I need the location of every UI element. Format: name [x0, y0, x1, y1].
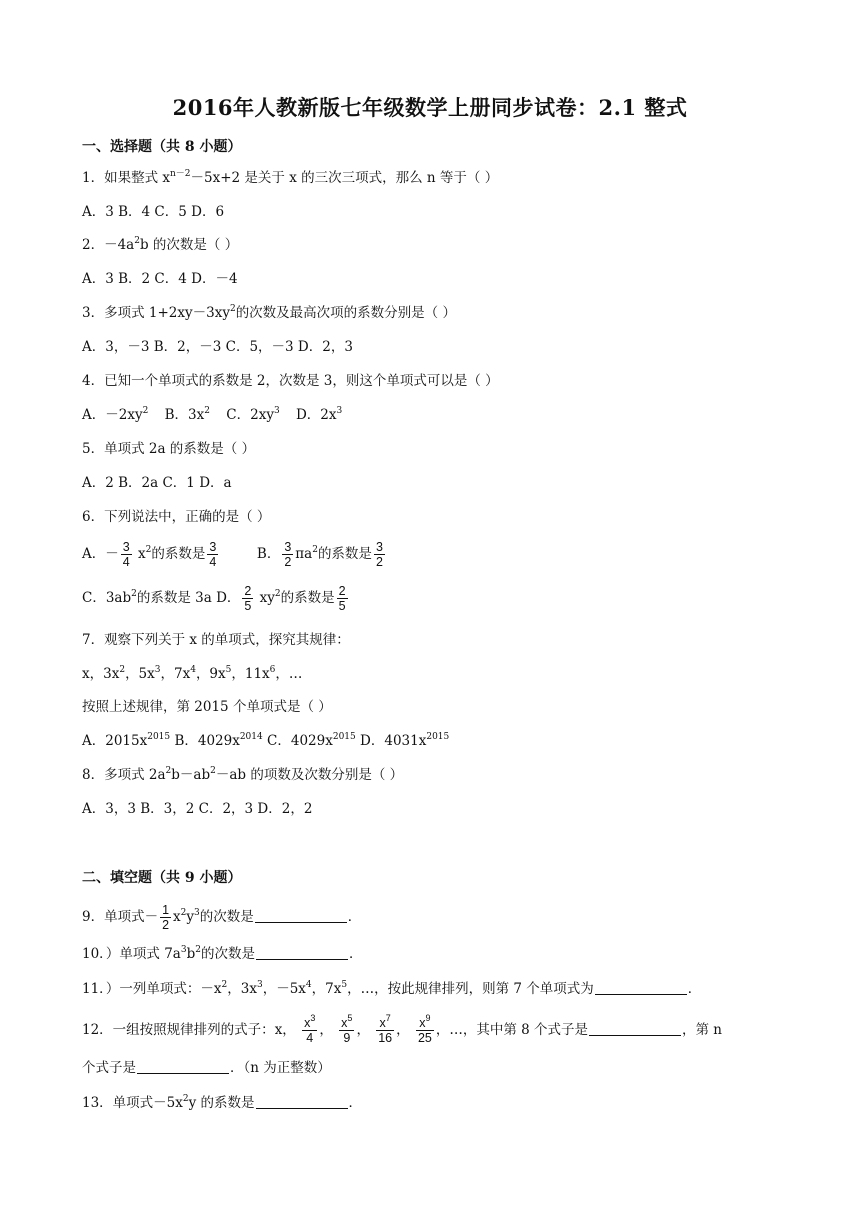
question-13: 13．单项式$-5x^2y$ 的系数是 ． — [82, 1094, 363, 1111]
question-6: 6．下列说法中，正确的是（ ） — [82, 509, 271, 525]
answer-blank[interactable] — [256, 945, 348, 960]
question-6-options-cd: C．$3ab^2$的系数是 3a D． $\frac{2}{5}$ $xy^2$的系数是 $\frac{2}{5}$ — [82, 584, 346, 613]
fraction: $\frac{3}{4}$ — [122, 540, 130, 569]
question-5-options: A．2 B．2a C．1 D．a — [82, 475, 232, 491]
fraction: $\frac{3}{2}$ — [284, 540, 292, 569]
fraction: $\frac{3}{4}$ — [209, 540, 217, 569]
question-7-sequence: x，$3x^2$，$5x^3$，$7x^4$，$9x^5$，$11x^6$，… — [82, 665, 303, 682]
question-7-options: A．$2015x^{2015}$ B．$4029x^{2014}$ C．$4029x^{2015}$ D．$4031x^{2015}$ — [82, 732, 450, 749]
question-4-options: A．$-2xy^2$ B．$3x^2$ C．$2xy^3$ D．$2x^3$ — [82, 406, 343, 423]
section-heading-choice: 一、选择题（共 8 小题） — [82, 139, 242, 155]
question-1: 1．如果整式 $x^{n-2}-5x+2$ 是关于 x 的三次三项式，那么 n 等于（ ） — [82, 169, 499, 186]
question-12-line2: 个式子是 ．（n 为正整数） — [82, 1060, 331, 1076]
answer-blank[interactable] — [595, 980, 687, 995]
answer-blank[interactable] — [589, 1021, 681, 1036]
answer-blank[interactable] — [256, 1094, 348, 1109]
question-2-options: A．3 B．2 C．4 D．－4 — [82, 271, 238, 287]
question-8: 8．多项式 $2a^2b-ab^2-ab$ 的项数及次数分别是（ ） — [82, 766, 404, 783]
question-7: 7．观察下列关于 x 的单项式，探究其规律： — [82, 632, 350, 648]
fraction: $\frac{1}{2}$ — [162, 903, 170, 932]
question-3: 3．多项式 $1+2xy-3xy^2$的次数及最高次项的系数分别是（ ） — [82, 304, 456, 321]
question-9: 9．单项式－ $\frac{1}{2}$ $x^2y^3$的次数是 ． — [82, 903, 362, 932]
question-11: 11．）一列单项式：$-x^2$，$3x^3$，$-5x^4$，$7x^5$，…，按此规律排列，则第 7 个单项式为 ． — [82, 980, 702, 997]
question-10: 10．）单项式 $7a^3b^2$的次数是 ． — [82, 945, 363, 962]
question-1-options: A．3 B．4 C．5 D．6 — [82, 204, 225, 220]
question-3-options: A．3，－3 B．2，－3 C．5，－3 D．2，3 — [82, 339, 353, 355]
question-8-options: A．3，3 B．3，2 C．2，3 D．2，2 — [82, 801, 313, 817]
question-2: 2．$-4a^2b$ 的次数是（ ） — [82, 236, 239, 253]
fraction: $\frac{2}{5}$ — [244, 584, 252, 613]
fraction: $\frac{x^9}{25}$ — [417, 1013, 432, 1045]
page-title: 2016年人教新版七年级数学上册同步试卷：2.1 整式 — [172, 95, 688, 120]
question-5: 5．单项式 2a 的系数是（ ） — [82, 441, 256, 457]
question-12: 12．一组按照规律排列的式子：x， $\frac{x^3}{4}$ ， $\frac{x^5}{9}$ ， $\frac{x^7}{16}$ ， $\frac{x^9}{25}$ ，…，其中第 8 个式子是 ，第 n — [82, 1013, 723, 1045]
fraction: $\frac{x^3}{4}$ — [304, 1013, 316, 1045]
question-7-ask: 按照上述规律，第 2015 个单项式是（ ） — [82, 699, 332, 715]
question-6-options-ab: A．－ $\frac{3}{4}$ $x^2$的系数是 $\frac{3}{4}$ B． $\frac{3}{2}$ $\pi a^2$的系数是 $\frac{3}{2}$ — [82, 540, 383, 569]
fraction: $\frac{x^5}{9}$ — [341, 1013, 353, 1045]
fraction: $\frac{x^7}{16}$ — [378, 1013, 393, 1045]
answer-blank[interactable] — [255, 908, 347, 923]
fraction: $\frac{3}{2}$ — [375, 540, 383, 569]
section-heading-fill: 二、填空题（共 9 小题） — [82, 870, 242, 886]
question-4: 4．已知一个单项式的系数是 2，次数是 3，则这个单项式可以是（ ） — [82, 373, 499, 389]
answer-blank[interactable] — [137, 1059, 229, 1074]
fraction: $\frac{2}{5}$ — [338, 584, 346, 613]
